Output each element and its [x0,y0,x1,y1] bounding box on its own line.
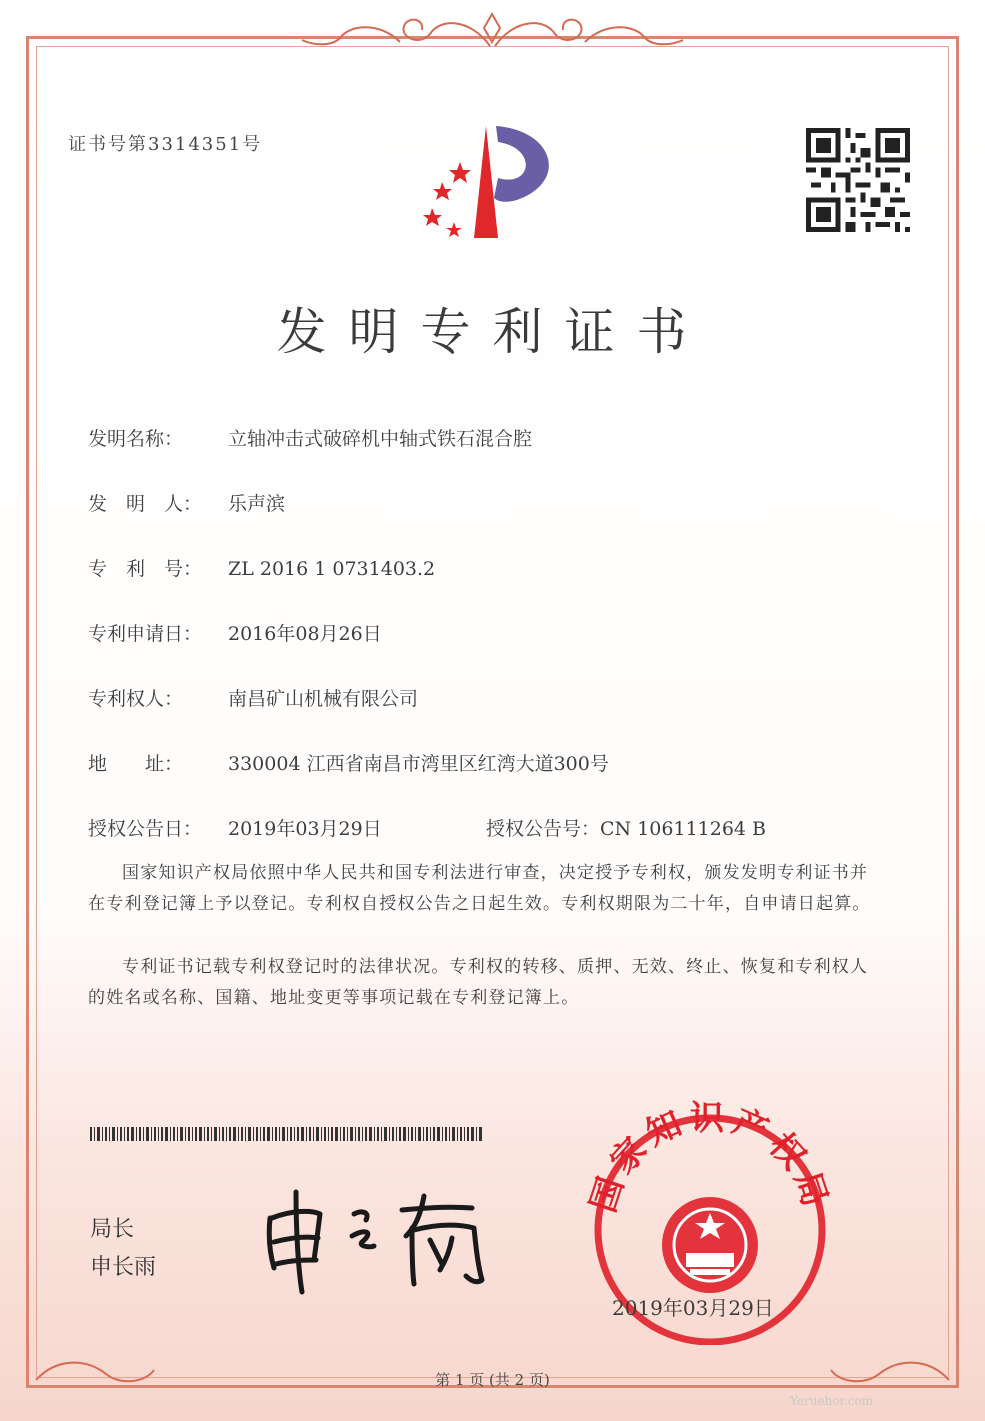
invention-name-label: 发明名称： [88,428,184,450]
filing-date-label: 专利申请日： [88,623,203,645]
patentee-value: 南昌矿山机械有限公司 [228,688,419,710]
barcode-icon [90,1127,482,1141]
signer-name: 申长雨 [90,1255,157,1280]
patent-number-label: 专 利 号： [88,558,203,580]
grant-number-value: CN 106111264 B [600,818,767,840]
address-label: 地 址： [88,753,184,775]
certificate-number: 证书号第3314351号 [68,134,263,155]
legal-paragraph-2: 专利证书记载专利权登记时的法律状况。专利权的转移、质押、无效、终止、恢复和专利权人的姓名或名称、国籍、地址变更等事项记载在专利登记簿上。 [88,957,869,1008]
inventor-row [88,489,285,516]
grant-date-row [88,814,382,841]
inventor-label: 发 明 人： [88,493,203,515]
invention-name-value: 立轴冲击式破碎机中轴式铁石混合腔 [228,428,533,450]
qr-code-icon [806,128,910,232]
patent-number-row [88,554,435,581]
address-value: 330004 江西省南昌市湾里区红湾大道300号 [228,753,609,775]
grant-number-label: 授权公告号： [486,818,601,840]
filing-date-value: 2016年08月26日 [228,623,382,645]
patent-number-value: ZL 2016 1 0731403.2 [228,558,436,580]
signer-title: 局长 [90,1217,135,1242]
grant-number-row [486,814,766,841]
svg-text:国家知识产权局: 国家知识产权局 [583,1098,837,1218]
grant-date-value: 2019年03月29日 [228,818,382,840]
legal-paragraph-1: 国家知识产权局依照中华人民共和国专利法进行审查，决定授予专利权，颁发发明专利证书并在专利登记簿上予以登记。专利权自授权公告之日起生效。专利权期限为二十年，自申请日起算。 [88,863,871,914]
patentee-label: 专利权人： [88,688,184,710]
watermark: Yeruehor.com [790,1394,874,1408]
patentee-row [88,684,418,711]
cnipa-logo-icon [412,118,572,246]
signature-icon [262,1188,502,1296]
grant-date-label: 授权公告日： [88,818,203,840]
page-footer: 第 1 页 (共 2 页) [435,1371,550,1389]
top-ornament [300,8,685,50]
address-row [88,749,609,776]
filing-date-row [88,619,382,646]
page-title: 发明专利证书 [276,303,709,361]
seal-date: 2019年03月29日 [612,1296,774,1320]
invention-name-row [88,424,532,451]
inventor-value: 乐声滨 [228,493,286,515]
